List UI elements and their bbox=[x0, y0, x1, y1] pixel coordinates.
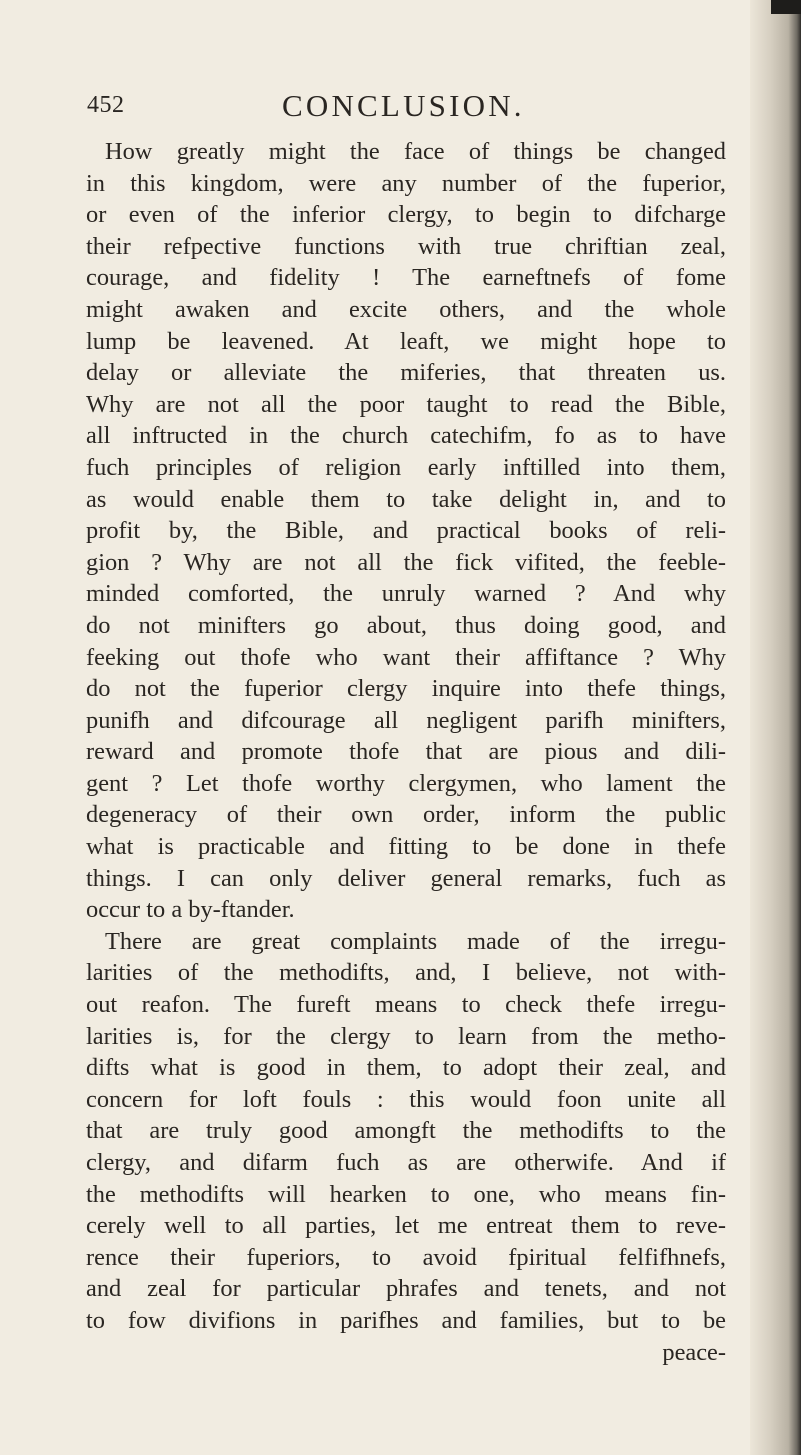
text-line: degeneracy of their own order, inform the public bbox=[86, 801, 726, 829]
text-line: gion ? Why are not all the fick vifited, the feeble- bbox=[86, 548, 726, 576]
text-line: do not minifters go about, thus doing good, and bbox=[86, 611, 726, 639]
text-line: the methodifts will hearken to one, who means fin- bbox=[86, 1180, 726, 1208]
text-line: might awaken and excite others, and the whole bbox=[86, 295, 726, 323]
text-line: occur to a by-ftander. bbox=[86, 896, 295, 924]
text-line: rence their fuperiors, to avoid fpiritual felfifhnefs, bbox=[86, 1243, 726, 1271]
text-line: that are truly good amongft the methodifts to the bbox=[86, 1117, 726, 1145]
running-title: CONCLUSION. bbox=[282, 88, 525, 123]
text-line: cerely well to all parties, let me entreat them to reve- bbox=[86, 1212, 726, 1240]
text-line: There are great complaints made of the irregu- bbox=[105, 927, 726, 955]
text-line: gent ? Let thofe worthy clergymen, who lament the bbox=[86, 769, 726, 797]
text-line: out reafon. The fureft means to check thefe irregu- bbox=[86, 991, 726, 1019]
text-line: do not the fuperior clergy inquire into thefe things, bbox=[86, 675, 726, 703]
text-line: minded comforted, the unruly warned ? And why bbox=[86, 580, 726, 608]
text-line: and zeal for particular phrafes and tenets, and not bbox=[86, 1275, 726, 1303]
page-binding-edge bbox=[750, 0, 801, 1455]
text-line: punifh and difcourage all negligent parifh minifters, bbox=[86, 706, 726, 734]
page-number: 452 bbox=[87, 92, 125, 118]
text-line: or even of the inferior clergy, to begin to difcharge bbox=[86, 201, 726, 229]
text-line: Why are not all the poor taught to read the Bible, bbox=[86, 390, 726, 418]
text-line: How greatly might the face of things be changed bbox=[105, 138, 726, 165]
text-line: larities is, for the clergy to learn from the metho- bbox=[86, 1022, 726, 1050]
text-line: profit by, the Bible, and practical books of reli- bbox=[86, 517, 726, 545]
body-text bbox=[86, 136, 726, 1368]
text-line: what is practicable and fitting to be done in thefe bbox=[86, 833, 726, 861]
text-line: their refpective functions with true chriftian zeal, bbox=[86, 232, 726, 260]
text-line: in this kingdom, were any number of the fuperior, bbox=[86, 169, 726, 197]
text-line: all inftructed in the church catechifm, fo as to have bbox=[86, 422, 726, 450]
text-line: as would enable them to take delight in, and to bbox=[86, 485, 726, 513]
text-line: lump be leavened. At leaft, we might hope to bbox=[86, 327, 726, 355]
text-line: difts what is good in them, to adopt their zeal, and bbox=[86, 1054, 726, 1082]
text-line: courage, and fidelity ! The earneftnefs of fome bbox=[86, 264, 726, 292]
page-header bbox=[0, 88, 750, 128]
scan-corner bbox=[771, 0, 801, 14]
text-line: delay or alleviate the miferies, that threaten us. bbox=[86, 359, 726, 387]
text-line: clergy, and difarm fuch as are otherwife. And if bbox=[86, 1149, 726, 1176]
text-line: things. I can only deliver general remarks, fuch as bbox=[86, 864, 726, 892]
text-line: concern for loft fouls : this would foon unite all bbox=[86, 1085, 726, 1113]
text-line: reward and promote thofe that are pious and dili- bbox=[86, 738, 726, 766]
text-line: to fow divifions in parifhes and families, but to be bbox=[86, 1306, 726, 1334]
catchword: peace- bbox=[662, 1338, 726, 1366]
text-line: feeking out thofe who want their affiftance ? Why bbox=[86, 643, 726, 671]
text-line: fuch principles of religion early inftilled into them, bbox=[86, 453, 726, 481]
text-line: larities of the methodifts, and, I believe, not with- bbox=[86, 959, 726, 987]
